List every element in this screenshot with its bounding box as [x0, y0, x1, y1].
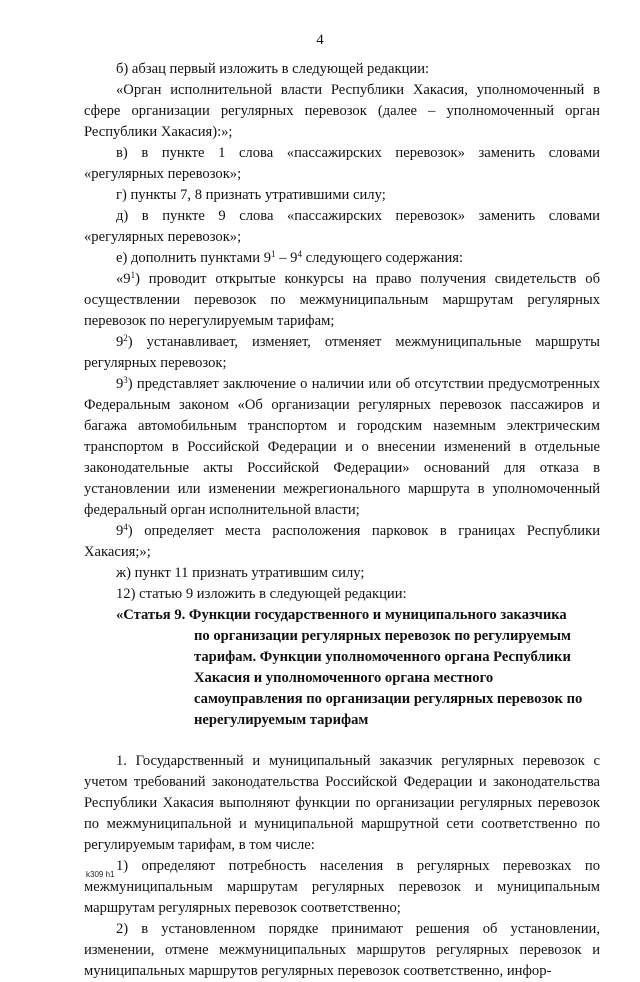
item-9-2: $9^2$) устанавливает, изменяет, отменяет межмуниципальные маршруты регулярных перевозок; [84, 333, 600, 371]
footer-code: k309 h1 [86, 870, 115, 879]
paragraph-article-1-1: 1) определяют потребность населения в регулярных перевозках по межмуниципальным маршрутам регулярных перевозок и муниципальным маршрутам регулярных перевозок соответственно; [84, 858, 600, 916]
item-9-3: $9^3$) представляет заключение о наличии или об отсутствии предусмотренных Федеральным законом «Об организации регулярных перевозок пассажиров и багажа автомобильным транспортом и городским наземным электрическим транспортом в Российской Федерации и о внесении изменений в отдельные законодательные акты Российской Федерации» оснований для отказа в установлении или изменении межрегионального маршрута в уполномоченный федеральный орган исполнительной власти; [84, 375, 600, 518]
page-number: 4 [316, 32, 324, 48]
paragraph-article-1-2: 2) в установленном порядке принимают решения об установлении, изменении, отмене межмуниципальных маршрутов регулярных перевозок и муниципальных маршрутов регулярных перевозок соответственно, инфор- [84, 921, 600, 979]
paragraph-12: 12) статью 9 изложить в следующей редакции: [116, 586, 407, 602]
article-heading-rest: по организации регулярных перевозок по регулируемым тарифам. Функции уполномоченного органа Республики Хакасия и уполномоченного органа местного самоуправления по организации регулярных перевозок по нерегулируемым тарифам [194, 628, 583, 728]
paragraph-e: е) дополнить пунктами $9^1 - 9^4$ следующего содержания: [116, 249, 464, 266]
document-body [84, 59, 600, 982]
item-9-1: «$9^1$) проводит открытые конкурсы на право получения свидетельств об осуществлении перевозок по межмуниципальным маршрутам регулярных перевозок по нерегулируемым тарифам; [84, 270, 600, 329]
paragraph-article-1: 1. Государственный и муниципальный заказчик регулярных перевозок с учетом требований законодательства Российской Федерации и законодательства Республики Хакасия выполняют функции по организации регулярных перевозок по межмуниципальной и муниципальной маршрутной сети соответственно по регулируемым тарифам, в том числе: [84, 753, 600, 853]
article-heading-line1: «Статья 9. Функции государственного и муниципального заказчика [116, 607, 567, 623]
paragraph-v: в) в пункте 1 слова «пассажирских перевозок» заменить словами «регулярных перевозок»; [84, 145, 600, 182]
paragraph-zh: ж) пункт 11 признать утратившим силу; [116, 565, 365, 581]
paragraph-d: д) в пункте 9 слова «пассажирских перевозок» заменить словами «регулярных перевозок»; [84, 208, 600, 245]
item-9-4: $9^4$) определяет места расположения парковок в границах Республики Хакасия;»; [84, 522, 600, 560]
article-9-heading [84, 605, 600, 731]
paragraph-g: г) пункты 7, 8 признать утратившими силу; [116, 187, 386, 203]
paragraph-quote-organ: «Орган исполнительной власти Республики Хакасия, уполномоченный в сфере организации регулярных перевозок (далее – уполномоченный орган Республики Хакасия):»; [84, 82, 600, 140]
paragraph-b: б) абзац первый изложить в следующей редакции: [116, 61, 430, 77]
